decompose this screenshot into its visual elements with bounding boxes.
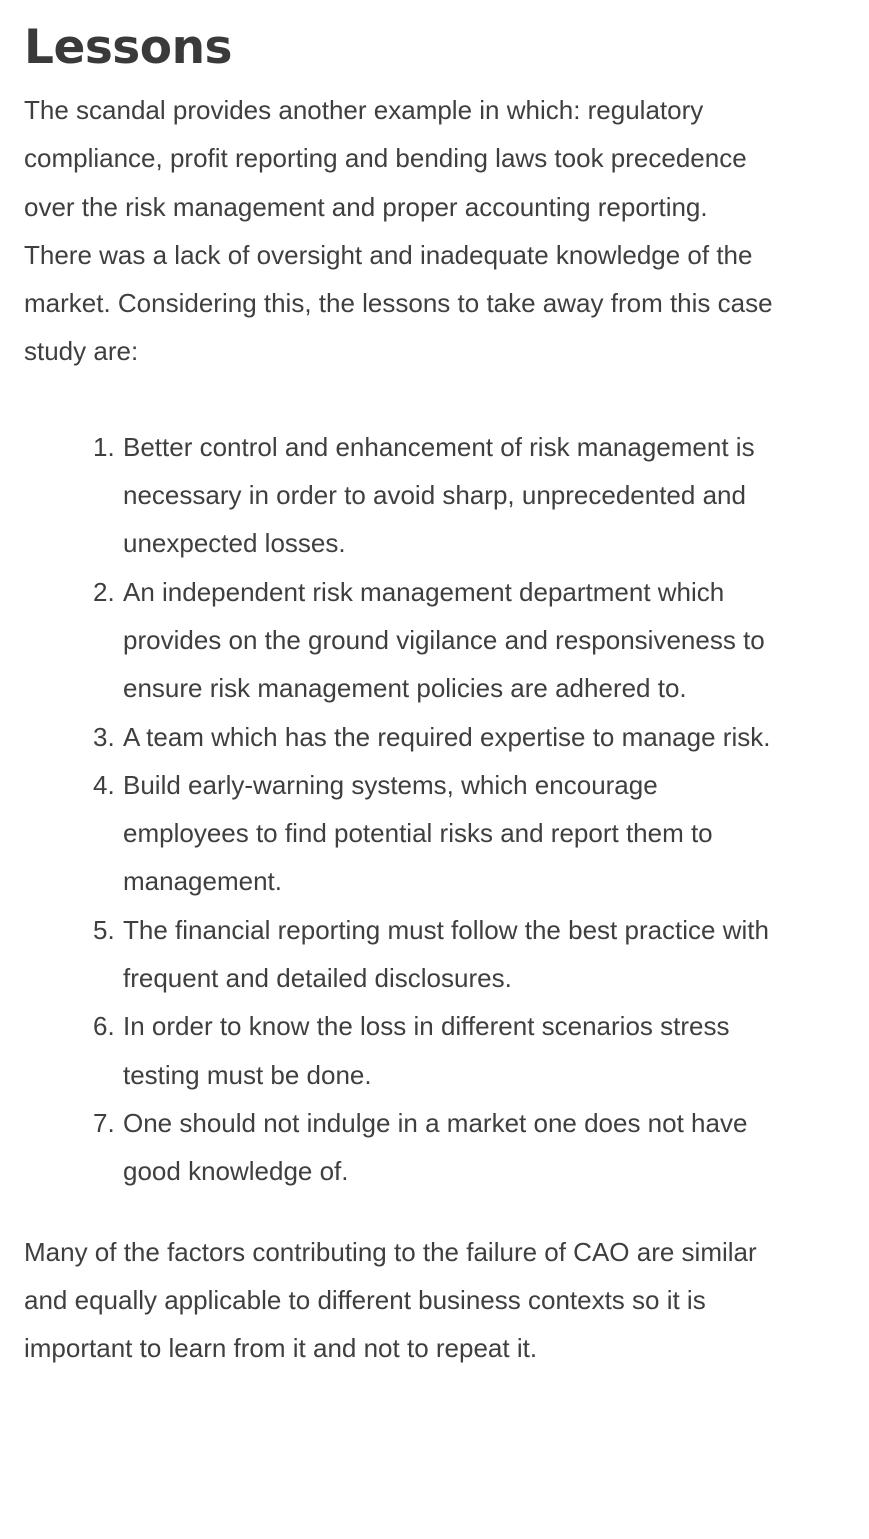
- intro-paragraph: The scandal provides another example in which: regulatory compliance, profit reporting and bending laws took precedence over the risk management and proper accounting reporting. There was a lack of oversight and inadequate knowledge of the market. Considering this, the lessons to take away from this case study are:: [24, 95, 773, 367]
- lesson-number: 4.: [93, 769, 115, 800]
- lesson-text: One should not indulge in a market one does not have good knowledge of.: [123, 1107, 748, 1187]
- lesson-number: 6.: [93, 1011, 115, 1042]
- lesson-number: 5.: [93, 914, 115, 945]
- lesson-item: [93, 1099, 774, 1196]
- lesson-number: 7.: [93, 1107, 115, 1138]
- lesson-text: Build early-warning systems, which encourage employees to find potential risks and report them to management.: [123, 769, 713, 897]
- lesson-number: 1.: [93, 431, 115, 462]
- lesson-text: Better control and enhancement of risk management is necessary in order to avoid sharp, unprecedented and unexpected losses.: [123, 431, 755, 559]
- lesson-item: [93, 761, 774, 906]
- lesson-item: [93, 423, 774, 568]
- section-heading: Lessons: [24, 20, 232, 75]
- lesson-item: [93, 713, 774, 761]
- lesson-number: 2.: [93, 576, 115, 607]
- lessons-list: [24, 423, 774, 1196]
- lesson-text: In order to know the loss in different scenarios stress testing must be done.: [123, 1011, 730, 1090]
- lesson-item: [93, 1002, 774, 1099]
- lesson-item: [93, 568, 774, 713]
- conclusion-paragraph: Many of the factors contributing to the failure of CAO are similar and equally applicable to different business contexts so it is important to learn from it and not to repeat it.: [24, 1236, 757, 1364]
- lesson-number: 3.: [93, 721, 115, 752]
- article: [24, 0, 774, 1372]
- lesson-text: A team which has the required expertise to manage risk.: [123, 721, 771, 752]
- lesson-text: An independent risk management department which provides on the ground vigilance and responsiveness to ensure risk management policies are adhered to.: [123, 576, 765, 704]
- lesson-item: [93, 906, 774, 1003]
- lesson-text: The financial reporting must follow the best practice with frequent and detailed disclosures.: [123, 914, 769, 994]
